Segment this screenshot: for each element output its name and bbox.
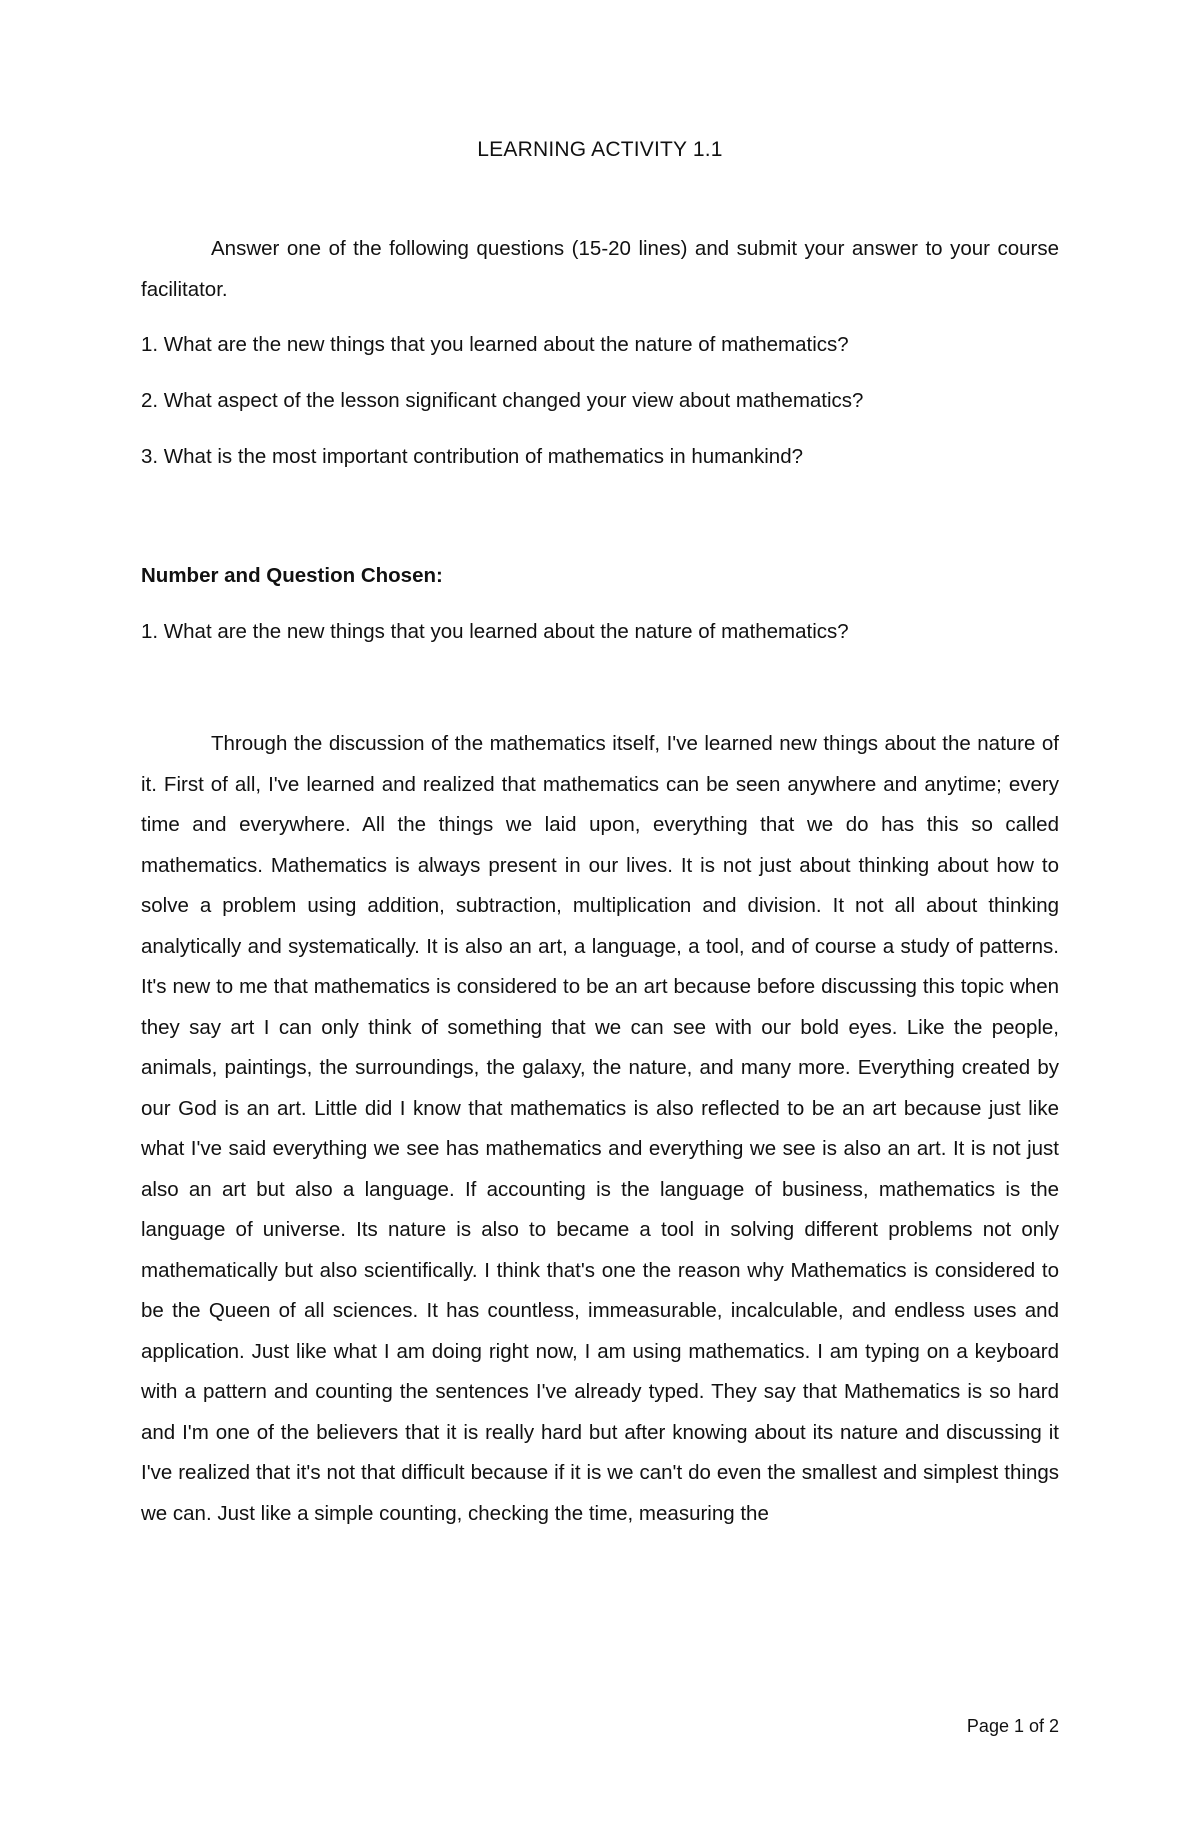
question-item-2: 2. What aspect of the lesson significant changed your view about mathematics?	[141, 389, 864, 412]
essay-paragraph: Through the discussion of the mathematics itself, I've learned new things about the nature of it. First of all, I've learned and realized that mathematics can be seen anywhere and anytime; every time and everywhere. All the things we laid upon, everything that we do has this so called mathematics. Mathematics is always present in our lives. It is not just about thinking about how to solve a problem using addition, subtraction, multiplication and division. It not all about thinking analytically and systematically. It is also an art, a language, a tool, and of course a study of patterns. It's new to me that mathematics is considered to be an art because before discussing this topic when they say art I can only think of something that we can see with our bold eyes. Like the people, animals, paintings, the surroundings, the galaxy, the nature, and many more. Everything created by our God is an art. Little did I know that mathematics is also reflected to be an art because just like what I've said everything we see has mathematics and everything we see is also an art. It is not just also an art but also a language. If accounting is the language of business, mathematics is the language of universe. Its nature is also to became a tool in solving different problems not only mathematically but also scientifically. I think that's one the reason why Mathematics is considered to be the Queen of all sciences. It has countless, immeasurable, incalculable, and endless uses and application. Just like what I am doing right now, I am using mathematics. I am typing on a keyboard with a pattern and counting the sentences I've already typed. They say that Mathematics is so hard and I'm one of the believers that it is really hard but after knowing about its nature and discussing it I've realized that it's not that difficult because if it is we can't do even the smallest and simplest things we can. Just like a simple counting, checking the time, measuring the	[141, 732, 1059, 1525]
question-item-3: 3. What is the most important contribution of mathematics in humankind?	[141, 445, 804, 468]
chosen-question-heading: Number and Question Chosen:	[141, 564, 443, 587]
document-content	[141, 138, 1059, 1534]
document-title: LEARNING ACTIVITY 1.1	[477, 138, 723, 161]
instructions-paragraph: Answer one of the following questions (15-20 lines) and submit your answer to your course facilitator.	[141, 237, 1059, 301]
question-item-1: 1. What are the new things that you learned about the nature of mathematics?	[141, 333, 849, 356]
chosen-question-text: 1. What are the new things that you learned about the nature of mathematics?	[141, 620, 849, 643]
page-number-footer: Page 1 of 2	[966, 1716, 1059, 1736]
